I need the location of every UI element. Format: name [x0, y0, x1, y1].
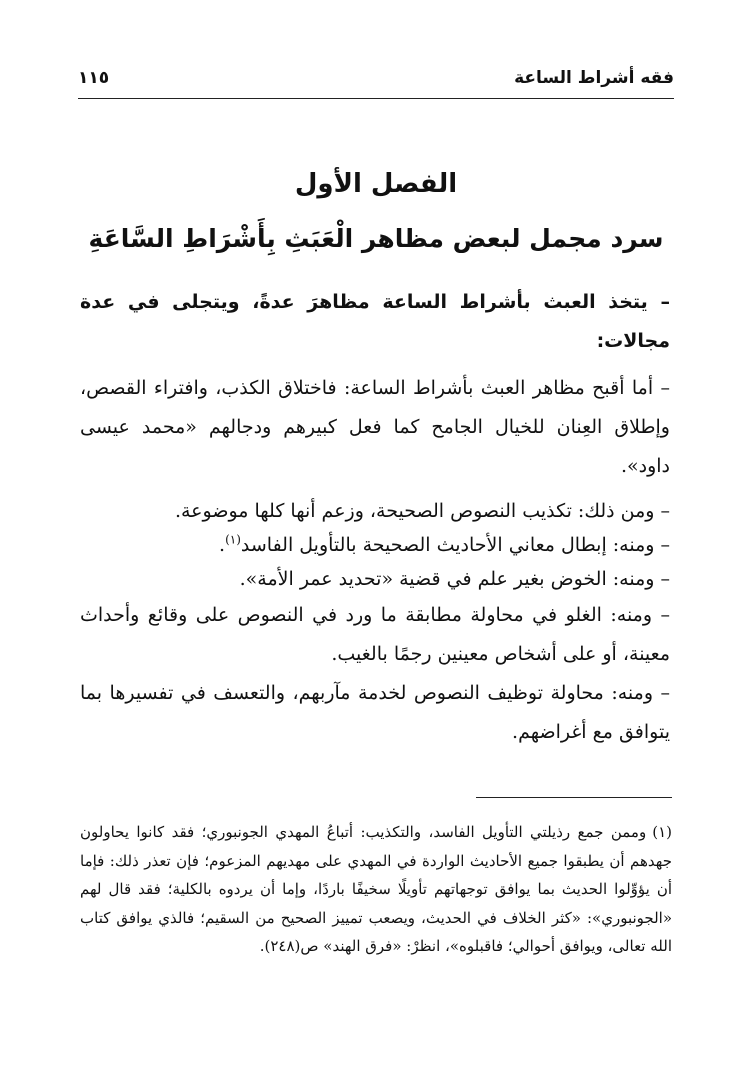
paragraph-misinterpretation-text: – ومنه: إبطال معاني الأحاديث الصحيحة بالتأويل الفاسد	[240, 534, 670, 556]
footnote-separator	[476, 797, 672, 798]
running-title: فقه أشراط الساعة	[514, 68, 674, 88]
paragraph-denial: – ومن ذلك: تكذيب النصوص الصحيحة، وزعم أنها كلها موضوعة.	[174, 500, 670, 522]
paragraph-exaggeration: – ومنه: الغلو في محاولة مطابقة ما ورد في النصوص على وقائع وأحداث معينة، أو على أشخاص معينين رجمًا بالغيب.	[80, 604, 670, 665]
lead-paragraph: – يتخذ العبث بأشراط الساعة مظاهرَ عدةً، ويتجلى في عدة مجالات:	[80, 291, 670, 352]
page-number: ١١٥	[78, 68, 110, 88]
paragraph-misinterpretation-end: .	[219, 534, 226, 556]
paragraph-fabrication: – أما أقبح مظاهر العبث بأشراط الساعة: فاختلاق الكذب، وافتراء القصص، وإطلاق العِنان للخيال الجامح كما فعل كبيرهم ودجالهم «محمد عيسى داود».	[80, 377, 670, 477]
body-text	[80, 283, 670, 752]
header-rule	[78, 98, 674, 99]
footnote-text: وممن جمع رذيلتي التأويل الفاسد، والتكذيب: أتباعُ المهدي الجونبوري؛ فقد كانوا يحاولون جهدهم أن يطبقوا جميع الأحاديث الواردة في المهدي على مهديهم المزعوم؛ فإن تعذر ذلك: فإما أن يؤوِّلوا الحديث بما يوافق توجهاتهم تأويلًا سخيفًا باردًا، وإما أن يردوه بالكلية؛ فقد قال لهم «الجونبوري»: «كثر الخلاف في الحديث، ويصعب تمييز الصحيح من السقيم؛ فالذي يوافق كتاب الله تعالى، ويوافق أحوالي؛ فاقبلوه»، انظرْ: «فرق الهند» ص(٢٤٨).	[80, 823, 672, 955]
running-header	[78, 66, 674, 90]
paragraph-misinterpretation	[80, 528, 670, 562]
paragraph-exploitation: – ومنه: محاولة توظيف النصوص لخدمة مآربهم، والتعسف في تفسيرها بما يتوافق مع أغراضهم.	[80, 682, 670, 743]
chapter-subtitle: سرد مجمل لبعض مظاهر الْعَبَثِ بِأَشْرَاطِ السَّاعَةِ	[88, 224, 664, 253]
chapter-title: الفصل الأول	[294, 169, 458, 199]
footnote-number: (١)	[652, 823, 672, 841]
footnote-reference: (١)	[225, 532, 241, 547]
footnote-body	[80, 818, 672, 961]
footnote	[80, 818, 672, 961]
paragraph-nation-age: – ومنه: الخوض بغير علم في قضية «تحديد عمر الأمة».	[239, 568, 670, 590]
